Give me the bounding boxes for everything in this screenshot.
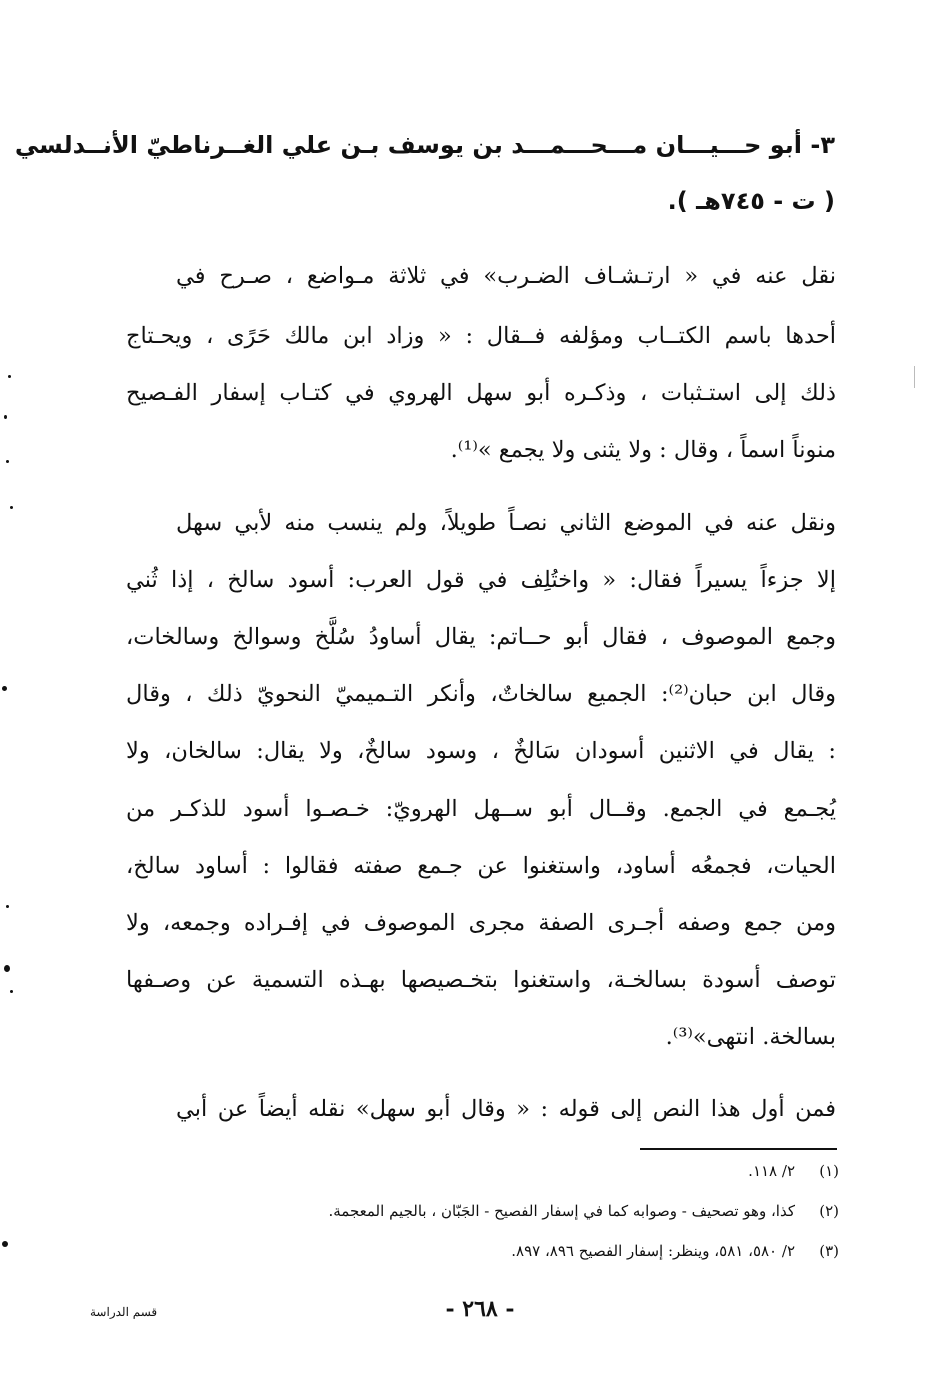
page-number: - ٢٦٨ - bbox=[445, 1296, 515, 1322]
paragraph-2-line-1: ونقل عنه في الموضع الثاني نصـاً طويلاً، ولم ينسب منه لأبي سهل bbox=[176, 510, 836, 536]
paragraph-2-line-3: وجمع الموصوف ، فقال أبو حــاتم: يقال أساودُ سُلَّخ وسوالخ وسالخات، bbox=[126, 624, 836, 650]
scan-speck bbox=[4, 965, 10, 972]
footnote-2 bbox=[119, 1200, 839, 1222]
paragraph-2-line-9: توصف أسودة بسالخـة، واستغنوا بتخـصيصها بهـذه التسمية عن وصـفها bbox=[126, 967, 836, 993]
paragraph-3-line-1: فمن أول هذا النص إلى قوله : « وقال أبو سهل» نقله أيضاً عن أبي bbox=[176, 1096, 836, 1122]
footnote-3-number: (٣) bbox=[819, 1242, 839, 1260]
paragraph-2-line-8: ومن جمع وصفه أجـرى الصفة مجرى الموصوف في إفـراده وجمعه، ولا bbox=[126, 910, 836, 936]
footnote-1-number: (١) bbox=[819, 1162, 839, 1180]
scan-speck bbox=[6, 905, 9, 908]
section-label: قسم الدراسة bbox=[90, 1305, 158, 1319]
scan-speck bbox=[2, 686, 7, 691]
footnote-1 bbox=[119, 1160, 839, 1182]
paragraph-2-line-7: الحيات، فجمعُه أساود، واستغنوا عن جـمع صفته فقالوا : أساود سالخ، bbox=[126, 853, 836, 879]
scan-speck bbox=[10, 506, 13, 509]
paragraph-2-line-6: يُجـمع في الجمع. وقــال أبو ســهل الهرويّ: خـصـوا أسود للذكـر من bbox=[126, 796, 836, 822]
paragraph-1-line-1: نقل عنه في « ارتـشـاف الضـرب» في ثلاثة مـواضع ، صـرح في bbox=[176, 263, 836, 289]
footnote-1-text: ٢/ ١١٨. bbox=[748, 1162, 795, 1180]
paragraph-2-line-5: : يقال في الاثنين أسودان سَالخٌ ، وسود سالخٌ، ولا يقال: سالخان، ولا bbox=[126, 738, 836, 764]
paragraph-1-line-4: منوناً اسماً ، وقال : ولا يثنى ولا يجمع »⁽¹⁾. bbox=[450, 437, 836, 463]
scan-speck bbox=[8, 375, 11, 378]
scan-speck bbox=[10, 990, 13, 993]
footnote-separator bbox=[640, 1148, 837, 1150]
footnote-3 bbox=[119, 1240, 839, 1262]
scan-speck bbox=[6, 460, 9, 463]
heading-line-1: ٣- أبو حـــيـــان مـــحـــمـــد بن يوسف بـن علي الغــرناطيّ الأنــدلسي bbox=[14, 131, 835, 159]
footnote-2-number: (٢) bbox=[819, 1202, 839, 1220]
paragraph-1-line-3: ذلك إلى استـثبات ، وذكـره أبو سهل الهروي في كتـاب إسفار الفـصيح bbox=[126, 380, 836, 406]
scan-speck bbox=[2, 1241, 8, 1247]
paragraph-2-line-4: وقال ابن حبان⁽²⁾: الجميع سالخاتٌ، وأنكر التـميميّ النحويّ ذلك ، وقال bbox=[126, 681, 836, 707]
scan-speck bbox=[4, 415, 7, 419]
paragraph-2-line-2: إلا جزءاً يسيراً فقال: « واختُلِف في قول العرب: أسود سالخ ، إذا ثُني bbox=[126, 567, 836, 593]
footnote-2-text: كذا، وهو تصحيف - وصوابه كما في إسفار الفصيح - الجَبّان ، بالجيم المعجمة. bbox=[328, 1202, 795, 1220]
paragraph-2-line-10: بسالخة. انتهى»⁽³⁾. bbox=[665, 1024, 836, 1050]
paragraph-1-line-2: أحدها باسم الكتــاب ومؤلفه فــقال : « وزاد ابن مالك حَرًى ، ويحـتاج bbox=[126, 323, 836, 349]
scan-mark bbox=[914, 366, 915, 388]
footnote-3-text: ٢/ ٥٨٠، ٥٨١، وينظر: إسفار الفصيح ٨٩٦، ٨٩٧. bbox=[511, 1242, 795, 1260]
heading-line-2: ( ت - ٧٤٥هـ ). bbox=[667, 187, 835, 215]
